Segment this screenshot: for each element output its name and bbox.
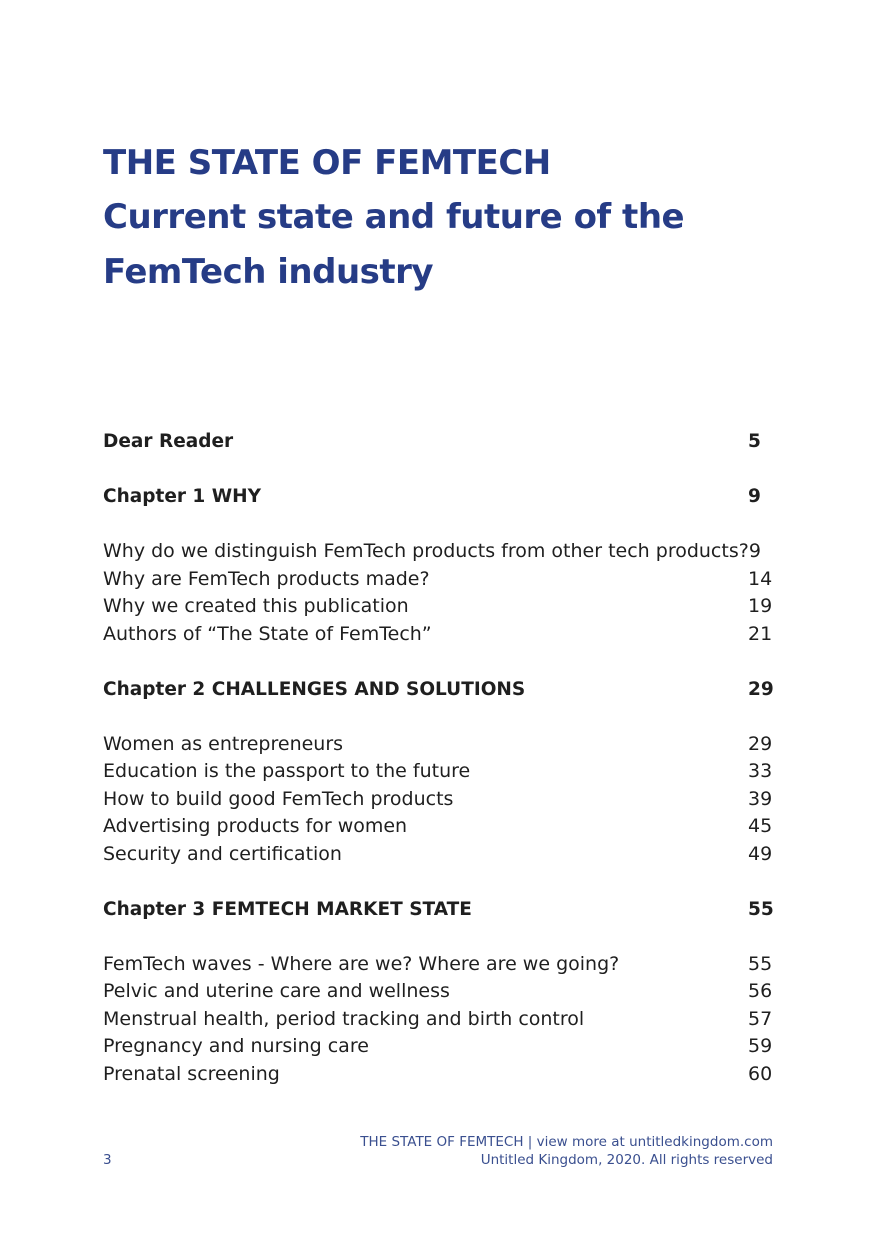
title-main: THE STATE OF FEMTECH [103,143,551,183]
footer-line1: THE STATE OF FEMTECH | view more at untitledkingdom.com [360,1134,773,1150]
toc-entry[interactable] [103,786,773,814]
toc-chapter-3[interactable] [103,896,773,924]
toc-entry-label: Authors of “The State of FemTech” [103,622,432,645]
toc-entry-page: 56 [748,980,773,1002]
title-subtitle-line2: FemTech industry [103,252,434,292]
toc-chapter-page: 9 [748,486,761,507]
toc-entry[interactable] [103,731,773,759]
toc-entry-page: 29 [748,732,773,755]
toc-entry-page: 39 [748,787,773,810]
toc-entry-label: Pelvic and uterine care and wellness [103,980,450,1002]
toc-chapter-page: 29 [748,678,774,700]
page-number: 3 [103,1152,112,1168]
toc-entry-page: 60 [748,1062,773,1085]
toc-entry-label: Prenatal screening [103,1062,280,1085]
table-of-contents [103,428,773,1088]
toc-entry-page: 14 [748,567,773,590]
toc-entry-label: Advertising products for women [103,815,408,837]
toc-entry-label: Dear Reader [103,431,234,452]
toc-entry-label: Menstrual health, period tracking and birth control [103,1007,585,1030]
toc-entry-dear-reader[interactable] [103,428,773,456]
toc-entry-label: Women as entrepreneurs [103,732,344,755]
page-footer [103,1133,773,1169]
toc-entry-label: Security and certification [103,842,342,865]
toc-entry[interactable] [103,566,773,594]
toc-chapter-label: Chapter 3 FEMTECH MARKET STATE [103,898,472,920]
toc-entry-label: Why do we distinguish FemTech products from other tech products? [103,540,749,562]
toc-entry[interactable] [103,1033,773,1061]
toc-entry[interactable] [103,593,773,621]
toc-entry-label: Education is the passport to the future [103,760,471,782]
document-title [103,136,803,300]
toc-chapter-2[interactable] [103,676,773,704]
toc-entry-page: 55 [748,952,773,975]
toc-entry-page: 21 [748,622,773,645]
toc-chapter-1[interactable] [103,483,773,511]
toc-entry-page: 9 [748,540,761,562]
toc-entry-label: Why are FemTech products made? [103,567,430,590]
toc-entry[interactable] [103,841,773,869]
toc-entry[interactable] [103,1061,773,1089]
toc-chapter-label: Chapter 2 CHALLENGES AND SOLUTIONS [103,678,526,700]
toc-entry[interactable] [103,538,773,566]
toc-entry-page: 19 [748,595,773,617]
toc-entry-page: 59 [748,1035,773,1057]
toc-entry[interactable] [103,1006,773,1034]
title-subtitle-line1: Current state and future of the [103,197,685,237]
toc-entry[interactable] [103,758,773,786]
toc-entry-page: 57 [748,1007,773,1030]
toc-entry-page: 49 [748,842,773,865]
toc-entry[interactable] [103,813,773,841]
toc-entry-label: Pregnancy and nursing care [103,1035,369,1057]
toc-entry-page: 33 [748,760,773,782]
toc-entry-label: How to build good FemTech products [103,787,454,810]
toc-entry-label: FemTech waves - Where are we? Where are we going? [103,952,620,975]
toc-entry-page: 45 [748,815,773,837]
toc-entry-page: 5 [748,431,761,452]
footer-line2: Untitled Kingdom, 2020. All rights reserved [480,1152,773,1168]
toc-entry[interactable] [103,978,773,1006]
toc-chapter-label: Chapter 1 WHY [103,486,262,507]
toc-entry[interactable] [103,951,773,979]
toc-chapter-page: 55 [748,898,774,920]
toc-entry-label: Why we created this publication [103,595,409,617]
toc-entry[interactable] [103,621,773,649]
